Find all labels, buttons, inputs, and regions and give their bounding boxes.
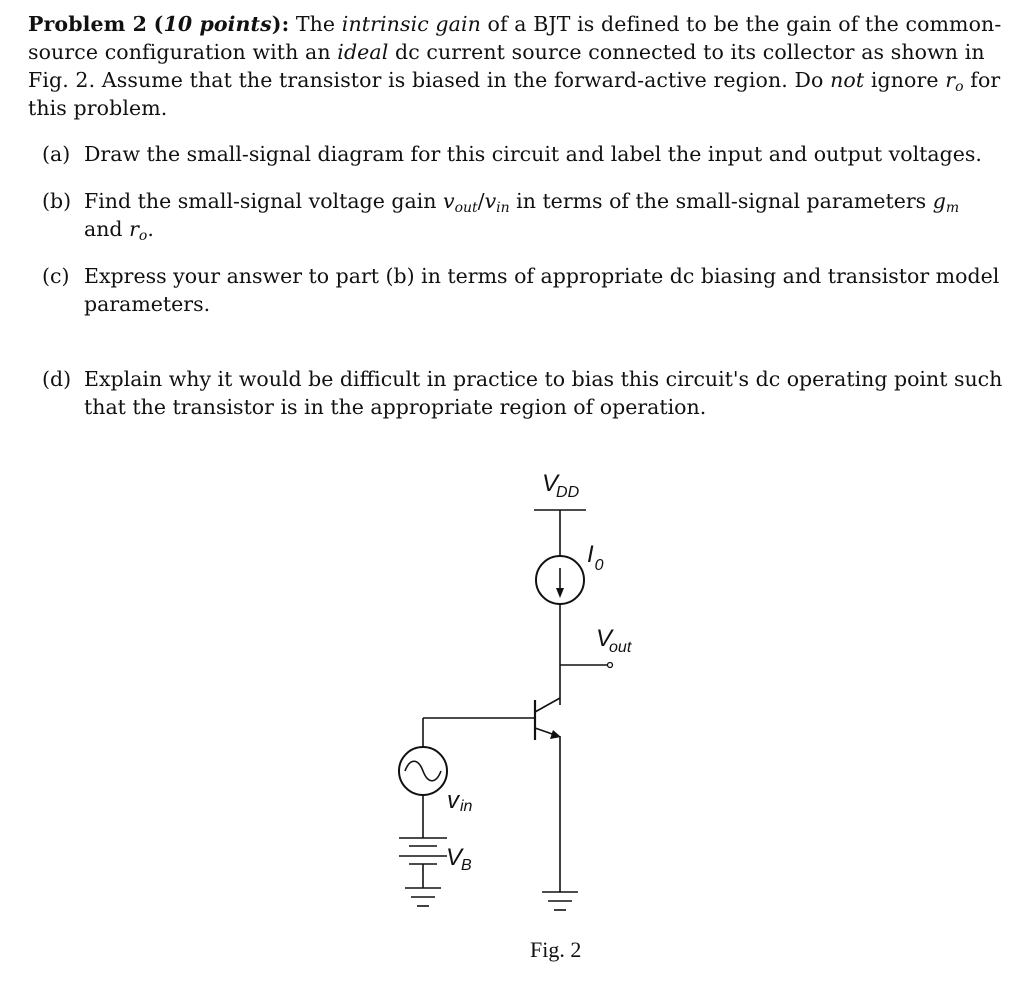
part-d-label: (d) bbox=[42, 367, 72, 391]
part-a-label: (a) bbox=[42, 142, 71, 166]
symbol-ro: $r_o$ bbox=[945, 68, 964, 95]
part-c-text: Express your answer to part (b) in terms of appropriate dc biasing and transistor model parameters. bbox=[84, 264, 1000, 316]
label-io: $I_0$ bbox=[587, 541, 604, 574]
part-b-text: Find the small-signal voltage gain $v_{out}/v_{in}$ in terms of the small-signal parameters $g_m$ and $r_o$. bbox=[84, 189, 960, 244]
bjt-collector-lead bbox=[535, 698, 560, 712]
part-c bbox=[42, 262, 1004, 318]
figure-caption: Fig. 2 bbox=[530, 937, 582, 962]
part-d bbox=[42, 365, 1004, 421]
term-ideal: ideal bbox=[337, 40, 389, 64]
part-d-text: Explain why it would be difficult in practice to bias this circuit's dc operating point such that the transistor is in the appropriate region of operation. bbox=[84, 367, 1003, 419]
part-a-text: Draw the small-signal diagram for this circuit and label the input and output voltages. bbox=[84, 142, 982, 166]
term-not: not bbox=[830, 68, 865, 92]
label-vin: vin bbox=[447, 787, 473, 815]
part-b-label: (b) bbox=[42, 189, 72, 213]
part-a bbox=[42, 140, 1004, 168]
part-c-label: (c) bbox=[42, 264, 70, 288]
problem-title: Problem 2 bbox=[28, 12, 148, 36]
sine-wave-icon bbox=[405, 761, 441, 781]
problem-points: 10 points bbox=[163, 12, 272, 36]
part-b bbox=[42, 187, 1004, 243]
term-intrinsic-gain: intrinsic gain bbox=[341, 12, 481, 36]
circuit-diagram bbox=[380, 460, 680, 930]
current-arrow-icon bbox=[556, 588, 564, 598]
label-vb: VB bbox=[446, 844, 472, 874]
label-vdd: VDD bbox=[542, 470, 580, 501]
label-vout: Vout bbox=[596, 625, 632, 656]
problem-statement: Problem 2 (10 points): The intrinsic gain of a BJT is defined to be the gain of the common-source configuration with an ideal dc current source connected to its collector as shown in Fig. 2. Assume that the transistor is biased in the forward-active region. Do not ignore $r_o$ for this problem. bbox=[28, 12, 1002, 120]
vout-terminal bbox=[608, 663, 613, 668]
